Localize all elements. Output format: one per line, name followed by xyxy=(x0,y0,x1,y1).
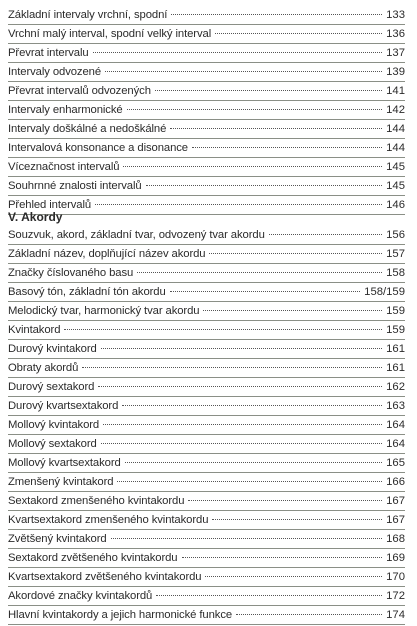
dot-leader xyxy=(103,424,382,425)
toc-entry xyxy=(8,550,405,569)
toc-entry-page: 144 xyxy=(386,142,405,154)
toc-entry-title: Kvartsextakord zmenšeného kvintakordu xyxy=(8,514,209,526)
toc-entry xyxy=(8,284,405,303)
toc-entry-title: Intervaly odvozené xyxy=(8,66,102,78)
dot-leader xyxy=(122,405,382,406)
toc-entry xyxy=(8,569,405,588)
toc-entry-page: 159 xyxy=(386,305,405,317)
toc-entry xyxy=(8,341,405,360)
dot-leader xyxy=(236,614,382,615)
toc-entry-page: 159 xyxy=(386,324,405,336)
toc-entry-page: 158/159 xyxy=(364,286,405,298)
toc-entry xyxy=(8,159,405,178)
toc-entry xyxy=(8,607,405,626)
toc-entry-page: 169 xyxy=(386,552,405,564)
toc-entry-page: 157 xyxy=(386,248,405,260)
dot-leader xyxy=(101,443,382,444)
dot-leader xyxy=(93,52,383,53)
toc-entry-page: 136 xyxy=(386,28,405,40)
toc-entry-title: Intervaly enharmonické xyxy=(8,104,123,116)
toc-entry-page: 172 xyxy=(386,590,405,602)
dot-leader xyxy=(182,557,383,558)
toc-entry-title: Mollový sextakord xyxy=(8,438,97,450)
toc-entry-title: Durový kvintakord xyxy=(8,343,97,355)
dot-leader xyxy=(125,462,382,463)
toc-entry-title: Intervaly doškálné a nedoškálné xyxy=(8,123,167,135)
toc-entry-page: 164 xyxy=(386,419,405,431)
toc-entry xyxy=(8,360,405,379)
toc-entry-title: Víceznačnost intervalů xyxy=(8,161,120,173)
toc-entry-page: 163 xyxy=(386,400,405,412)
dot-leader xyxy=(170,291,360,292)
toc-entry xyxy=(8,45,405,64)
toc-entry-page: 145 xyxy=(386,180,405,192)
toc-entry xyxy=(8,303,405,322)
toc-entry-title: Přehled intervalů xyxy=(8,199,92,211)
toc-entry-title: Sextakord zmenšeného kvintakordu xyxy=(8,495,185,507)
dot-leader xyxy=(203,310,382,311)
dot-leader xyxy=(188,500,382,501)
toc-entry-title: Vrchní malý interval, spodní velký interval xyxy=(8,28,212,40)
toc-entry-title: Akordové značky kvintakordů xyxy=(8,590,153,602)
toc-entry xyxy=(8,588,405,607)
toc-entry xyxy=(8,178,405,197)
toc-entry-title: Obraty akordů xyxy=(8,362,79,374)
section-heading: V. Akordy xyxy=(8,210,63,224)
toc-entry xyxy=(8,121,405,140)
toc-entry-page: 170 xyxy=(386,571,405,583)
dot-leader xyxy=(95,204,382,205)
toc-entry-title: Melodický tvar, harmonický tvar akordu xyxy=(8,305,200,317)
toc-entry-title: Převrat intervalu xyxy=(8,47,89,59)
toc-entry-title: Mollový kvartsextakord xyxy=(8,457,121,469)
toc-entry-title: Souzvuk, akord, základní tvar, odvozený tvar akordu xyxy=(8,229,265,241)
toc-entry-page: 161 xyxy=(386,343,405,355)
dot-leader xyxy=(101,348,382,349)
dot-leader xyxy=(82,367,382,368)
toc-entry-title: Intervalová konsonance a disonance xyxy=(8,142,188,154)
toc-entry-page: 161 xyxy=(386,362,405,374)
toc-entry-page: 142 xyxy=(386,104,405,116)
toc-entry-title: Kvartsextakord zvětšeného kvintakordu xyxy=(8,571,202,583)
toc-entry xyxy=(8,436,405,455)
toc-entry-title: Durový kvartsextakord xyxy=(8,400,119,412)
dot-leader xyxy=(64,329,382,330)
dot-leader xyxy=(111,538,383,539)
toc-entry-page: 144 xyxy=(386,123,405,135)
toc-entry-title: Zvětšený kvintakord xyxy=(8,533,107,545)
toc-entry-title: Mollový kvintakord xyxy=(8,419,100,431)
dot-leader xyxy=(170,128,382,129)
toc-entry-title: Základní název, doplňující název akordu xyxy=(8,248,206,260)
toc-entry-page: 145 xyxy=(386,161,405,173)
dot-leader xyxy=(212,519,382,520)
dot-leader xyxy=(117,481,382,482)
toc-entry-page: 146 xyxy=(386,199,405,211)
toc-entry-title: Basový tón, základní tón akordu xyxy=(8,286,166,298)
toc-entry-page: 158 xyxy=(386,267,405,279)
toc-entry xyxy=(8,227,405,246)
intervals-toc-list xyxy=(8,7,405,216)
dot-leader xyxy=(98,386,382,387)
toc-entry-title: Durový sextakord xyxy=(8,381,95,393)
dot-leader xyxy=(123,166,382,167)
dot-leader xyxy=(205,576,382,577)
toc-entry-title: Sextakord zvětšeného kvintakordu xyxy=(8,552,178,564)
toc-entry-page: 133 xyxy=(386,9,405,21)
dot-leader xyxy=(269,234,382,235)
toc-entry-title: Základní intervaly vrchní, spodní xyxy=(8,9,168,21)
dot-leader xyxy=(156,595,382,596)
toc-entry xyxy=(8,322,405,341)
toc-entry-page: 165 xyxy=(386,457,405,469)
toc-entry xyxy=(8,455,405,474)
toc-entry xyxy=(8,531,405,550)
toc-entry-title: Zmenšený kvintakord xyxy=(8,476,114,488)
dot-leader xyxy=(146,185,383,186)
toc-entry-page: 156 xyxy=(386,229,405,241)
toc-entry xyxy=(8,197,405,216)
dot-leader xyxy=(215,33,382,34)
dot-leader xyxy=(209,253,382,254)
toc-entry xyxy=(8,7,405,26)
toc-entry-title: Značky číslovaného basu xyxy=(8,267,134,279)
toc-entry xyxy=(8,64,405,83)
toc-entry xyxy=(8,83,405,102)
toc-entry xyxy=(8,26,405,45)
toc-entry xyxy=(8,265,405,284)
toc-entry xyxy=(8,246,405,265)
toc-entry-page: 174 xyxy=(386,609,405,621)
dot-leader xyxy=(192,147,382,148)
dot-leader xyxy=(137,272,382,273)
toc-entry-page: 164 xyxy=(386,438,405,450)
toc-entry-page: 167 xyxy=(386,514,405,526)
toc-entry xyxy=(8,474,405,493)
dot-leader xyxy=(155,90,382,91)
toc-entry-title: Souhrnné znalosti intervalů xyxy=(8,180,142,192)
toc-entry-page: 141 xyxy=(386,85,405,97)
toc-entry-page: 162 xyxy=(386,381,405,393)
chords-toc-list xyxy=(8,227,405,626)
dot-leader xyxy=(127,109,383,110)
toc-entry-page: 166 xyxy=(386,476,405,488)
toc-entry-title: Kvintakord xyxy=(8,324,61,336)
toc-entry xyxy=(8,417,405,436)
toc-entry xyxy=(8,140,405,159)
toc-entry xyxy=(8,398,405,417)
toc-entry-page: 167 xyxy=(386,495,405,507)
dot-leader xyxy=(105,71,382,72)
toc-entry-title: Převrat intervalů odvozených xyxy=(8,85,151,97)
toc-entry-title: Hlavní kvintakordy a jejich harmonické funkce xyxy=(8,609,233,621)
toc-entry-page: 137 xyxy=(386,47,405,59)
toc-entry-page: 168 xyxy=(386,533,405,545)
toc-entry-page: 139 xyxy=(386,66,405,78)
toc-entry xyxy=(8,493,405,512)
toc-entry xyxy=(8,512,405,531)
dot-leader xyxy=(171,14,382,15)
toc-entry xyxy=(8,102,405,121)
toc-entry xyxy=(8,379,405,398)
